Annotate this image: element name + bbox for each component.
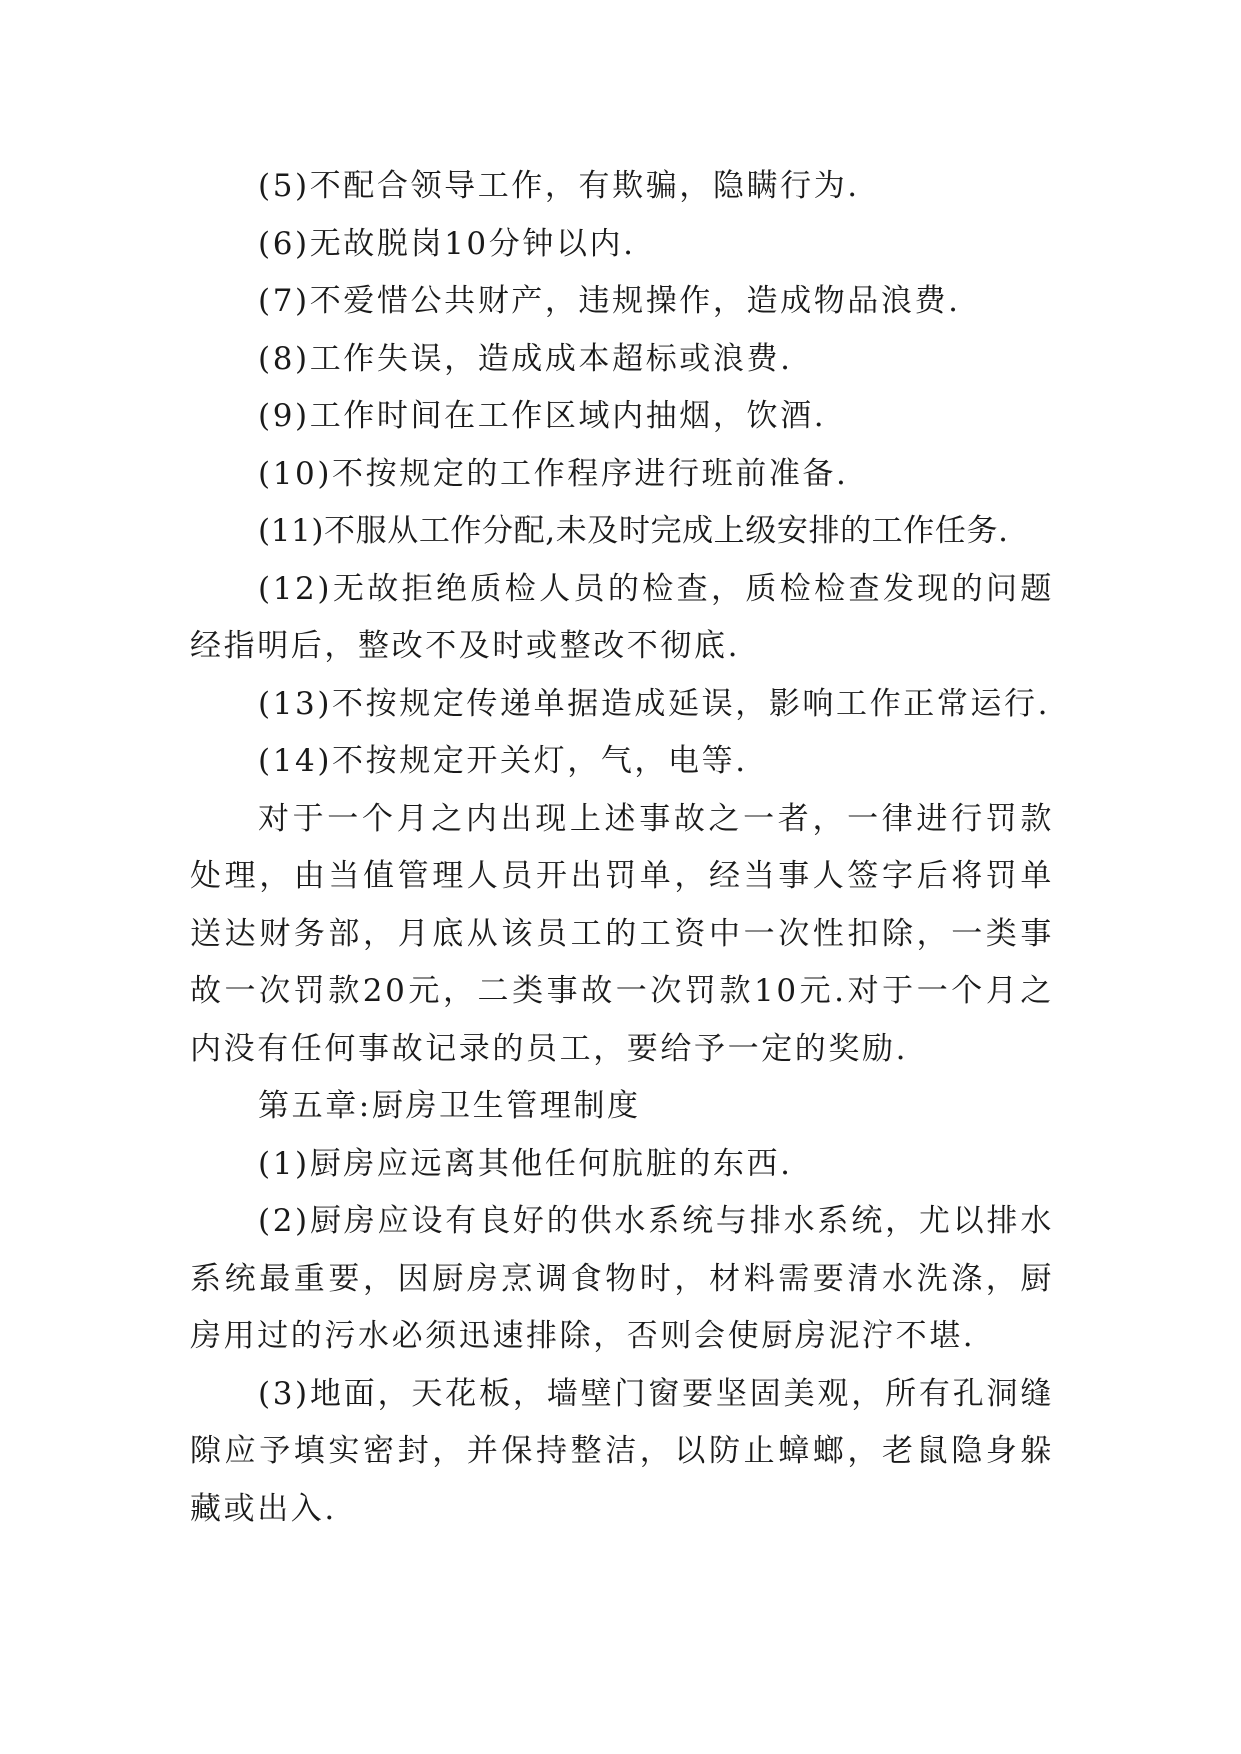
paragraph-item-14: (14)不按规定开关灯，气，电等. [258, 743, 748, 779]
paragraph-item-10: (10)不按规定的工作程序进行班前准备. [258, 455, 849, 492]
paragraph-item-12: (12)无故拒绝质检人员的检查，质检检查发现的问题经指明后，整改不及时或整改不彻底. [190, 570, 1054, 664]
paragraph-item-13: (13)不按规定传递单据造成延误，影响工作正常运行. [258, 685, 1051, 722]
paragraph-item-11: (11)不服从工作分配,未及时完成上级安排的工作任务. [258, 513, 1009, 549]
paragraph-item-8: (8)工作失误，造成成本超标或浪费. [258, 340, 793, 377]
paragraph-item-7: (7)不爱惜公共财产，违规操作，造成物品浪费. [258, 283, 961, 319]
paragraph-item-1: (1)厨房应远离其他任何肮脏的东西. [258, 1145, 793, 1182]
paragraph-item-3: (3)地面，天花板，墙壁门窗要坚固美观，所有孔洞缝隙应予填实密封，并保持整洁，以防止蟑螂，老鼠隐身躲藏或出入. [190, 1375, 1054, 1527]
paragraph-item-2: (2)厨房应设有良好的供水系统与排水系统，尤以排水系统最重要，因厨房烹调食物时，材料需要清水洗涤，厨房用过的污水必须迅速排除，否则会使厨房泥泞不堪. [190, 1203, 1054, 1354]
document-body [190, 158, 1054, 1538]
paragraph-item-5: (5)不配合领导工作，有欺骗，隐瞒行为. [258, 168, 860, 204]
paragraph-item-6: (6)无故脱岗10分钟以内. [258, 225, 636, 262]
paragraph-item-9: (9)工作时间在工作区域内抽烟，饮酒. [258, 398, 827, 434]
paragraph-penalty-rules: 对于一个月之内出现上述事故之一者，一律进行罚款处理，由当值管理人员开出罚单，经当事人签字后将罚单送达财务部，月底从该员工的工资中一次性扣除，一类事故一次罚款20元，二类事故一次罚款10元.对于一个月之内没有任何事故记录的员工，要给予一定的奖励. [190, 800, 1054, 1067]
chapter-heading: 第五章:厨房卫生管理制度 [258, 1088, 641, 1124]
